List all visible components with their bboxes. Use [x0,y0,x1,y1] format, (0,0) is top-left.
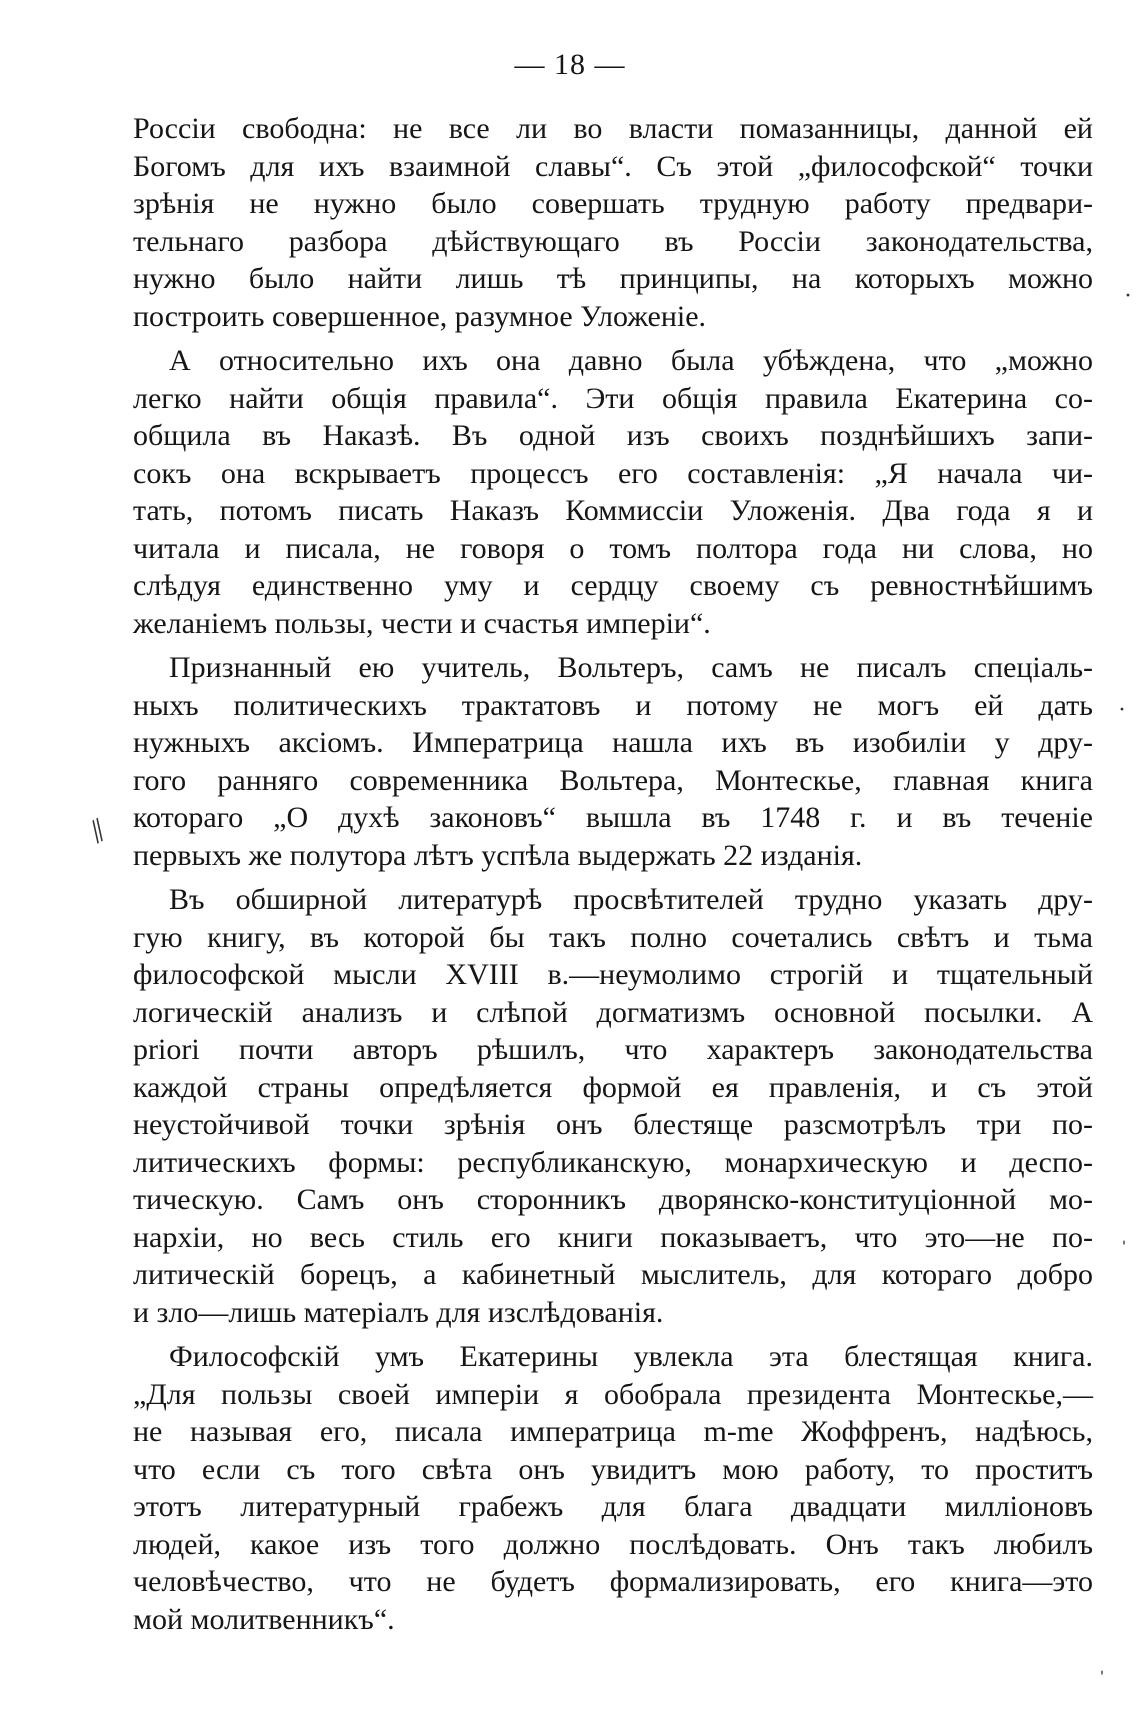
text-line: людей, какое изъ того должно послѣдовать. Онъ такъ любилъ [133,1527,1093,1561]
text-line: Богомъ для ихъ взаимной славы“. Съ этой „философской“ точки [133,149,1093,183]
paragraph-3 [133,649,1093,874]
text-line: Философскій умъ Екатерины увлекла эта блестящая книга. [169,1340,1093,1373]
text-line: не называя его, писала императрица m-me Жоффренъ, надѣюсь, [133,1415,1093,1448]
text-line: котораго „О духѣ законовъ“ вышла въ 1748 г. и въ теченіе [133,801,1093,834]
text-line: зрѣнія не нужно было совершать трудную работу предвари- [133,187,1093,220]
text-line: и зло—лишь матеріалъ для изслѣдованія. [133,1295,664,1329]
text-line: общила въ Наказѣ. Въ одной изъ своихъ позднѣйшихъ запи- [133,419,1093,452]
text-line: „Для пользы своей имперіи я обобрала президента Монтескье,— [133,1377,1093,1411]
text-line: каждой страны опредѣляется формой ея правленія, и съ этой [133,1070,1093,1104]
text-line: литическій борецъ, а кабинетный мыслитель, для котораго добро [133,1258,1093,1291]
text-line: нужныхъ аксіомъ. Императрица нашла ихъ въ изобиліи у дру- [133,726,1093,759]
margin-tick-mark: ˌ [1120,1219,1128,1245]
margin-dot-mark: · [1118,697,1126,723]
text-line: неустойчивой точки зрѣнія онъ блестяще разсмотрѣлъ три по- [133,1108,1093,1141]
text-line: тать, потомъ писать Наказъ Коммиссіи Уложенія. Два года я и [133,494,1093,527]
text-line: человѣчество, что не будетъ формализировать, его книга—это [133,1565,1093,1598]
text-line: построить совершенное, разумное Уложеніе. [133,299,707,333]
text-line: слѣдуя единственно уму и сердцу своему съ ревностнѣйшимъ [133,569,1093,602]
text-line: ныхъ политическихъ трактатовъ и потому не могъ ей дать [133,688,1093,722]
text-line: гую книгу, въ которой бы такъ полно сочетались свѣтъ и тьма [133,920,1093,954]
text-line: что если съ того свѣта онъ увидитъ мою работу, то проститъ [133,1452,1093,1486]
text-line: нархіи, но весь стиль его книги показываетъ, что это—не по- [133,1220,1093,1254]
text-line: тическую. Самъ онъ сторонникъ дворянско-конституціонной мо- [133,1183,1093,1216]
text-line: философской мысли XVIII в.—неумолимо строгій и тщательный [133,958,1093,991]
paragraph-4 [133,881,1093,1331]
text-line: первыхъ же полутора лѣтъ успѣла выдержать 22 изданія. [133,838,863,872]
margin-tick-mark: ˌ [1098,1649,1106,1675]
text-line: Въ обширной литературѣ просвѣтителей трудно указать дру- [169,883,1093,916]
paragraph-2 [133,342,1093,642]
paragraph-5 [133,1338,1093,1638]
text-line: priori почти авторъ рѣшилъ, что характеръ законодательства [133,1033,1093,1066]
text-line: легко найти общія правила“. Эти общія правила Екатерина со- [133,381,1093,415]
text-line: гого ранняго современника Вольтера, Монтескье, главная книга [133,763,1093,797]
margin-slash-mark: ⫽ [84,813,113,850]
text-line: желаніемъ пользы, чести и счастья имперіи“. [133,606,711,640]
text-line: Признанный ею учитель, Вольтеръ, самъ не писалъ спеціаль- [169,651,1093,684]
page-number: — 18 — [514,48,626,81]
paragraph-1 [133,110,1093,335]
text-line: Россіи свободна: не все ли во власти помазанницы, данной ей [133,112,1093,145]
text-line: нужно было найти лишь тѣ принципы, на которыхъ можно [133,262,1093,295]
margin-dot-mark: · [1124,283,1132,309]
text-line: литическихъ формы: республиканскую, монархическую и деспо- [133,1145,1093,1179]
text-line: мой молитвенникъ“. [133,1602,395,1636]
body-text [133,110,1093,1645]
text-line: тельнаго разбора дѣйствующаго въ Россіи законодательства, [133,224,1093,258]
text-line: А относительно ихъ она давно была убѣждена, что „можно [169,344,1093,377]
text-line: этотъ литературный грабежъ для блага двадцати милліоновъ [133,1490,1093,1523]
text-line: сокъ она вскрываетъ процессъ его составленія: „Я начала чи- [133,456,1093,490]
text-line: читала и писала, не говоря о томъ полтора года ни слова, но [133,531,1093,565]
text-line: логическій анализъ и слѣпой догматизмъ основной посылки. А [133,995,1093,1029]
